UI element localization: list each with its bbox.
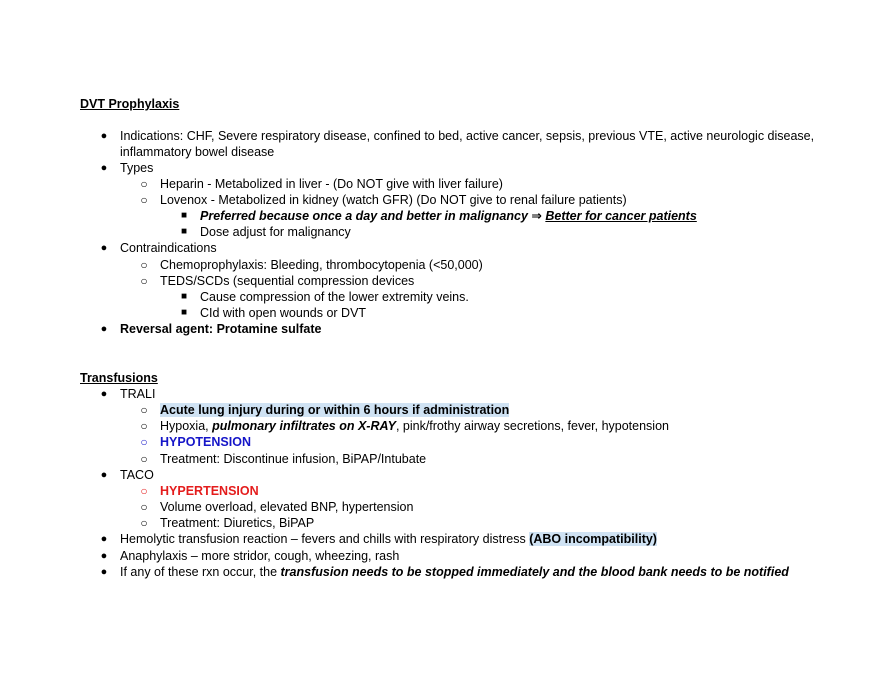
transfusions-heading: Transfusions	[80, 371, 158, 385]
bullet-level1: ●	[100, 469, 108, 481]
dvt-lovenox: Lovenox - Metabolized in kidney (watch GFR) (Do NOT give to renal failure patients)	[160, 193, 627, 207]
taco-treatment: Treatment: Diuretics, BiPAP	[160, 516, 315, 530]
dvt-indications-line2: inflammatory bowel disease	[120, 145, 275, 159]
bullet-level2: ○	[140, 484, 148, 498]
bullet-level1: ●	[100, 130, 108, 142]
dvt-cancer-text: Better for cancer patients	[545, 209, 697, 223]
rxn-line	[120, 564, 789, 580]
trali-injury-line	[160, 402, 509, 418]
bullet-level2: ○	[140, 452, 148, 466]
hemolytic-line	[120, 531, 657, 547]
trali-label: TRALI	[120, 387, 156, 401]
taco-hypertension: HYPERTENSION	[160, 484, 259, 498]
trali-injury: Acute lung injury during or within 6 hours if administration	[160, 403, 510, 417]
bullet-level1: ●	[100, 242, 108, 254]
hemolytic-b: (ABO incompatibility)	[529, 532, 657, 546]
bullet-level1: ●	[100, 323, 108, 335]
dvt-heparin: Heparin - Metabolized in liver - (Do NOT give with liver failure)	[160, 177, 503, 191]
trali-treatment: Treatment: Discontinue infusion, BiPAP/Intubate	[160, 452, 427, 466]
bullet-level2: ○	[140, 193, 148, 207]
trali-hypoxia-c: , pink/frothy airway secretions, fever, hypotension	[395, 419, 669, 433]
bullet-level2: ○	[140, 419, 148, 433]
taco-label: TACO	[120, 468, 154, 482]
anaphylaxis: Anaphylaxis – more stridor, cough, wheezing, rash	[120, 549, 400, 563]
bullet-level1: ●	[100, 388, 108, 400]
bullet-level3: ■	[180, 307, 188, 318]
bullet-level3: ■	[180, 226, 188, 237]
bullet-level2: ○	[140, 258, 148, 272]
bullet-level1: ●	[100, 533, 108, 545]
trali-hypoxia-a: Hypoxia,	[160, 419, 213, 433]
dvt-heading: DVT Prophylaxis	[80, 97, 180, 111]
trali-hypoxia-b: pulmonary infiltrates on X-RAY	[212, 419, 396, 433]
rxn-a: If any of these rxn occur, the	[120, 565, 281, 579]
taco-volume: Volume overload, elevated BNP, hypertension	[160, 500, 414, 514]
dvt-compression: Cause compression of the lower extremity veins.	[200, 290, 469, 304]
dvt-preferred-text: Preferred because once a day and better in malignancy	[200, 209, 528, 223]
rxn-b: transfusion needs to be stopped immediately and the blood bank needs to be notified	[280, 565, 789, 579]
trali-hypotension: HYPOTENSION	[160, 435, 251, 449]
dvt-types: Types	[120, 161, 154, 175]
dvt-chemo: Chemoprophylaxis: Bleeding, thrombocytopenia (<50,000)	[160, 258, 483, 272]
right-arrow-icon: ⇒	[531, 209, 542, 223]
bullet-level3: ■	[180, 291, 188, 302]
bullet-level3: ■	[180, 210, 188, 221]
dvt-indications-line1: Indications: CHF, Severe respiratory disease, confined to bed, active cancer, sepsis, previous VTE, active neurologic disease,	[120, 129, 815, 143]
bullet-level2: ○	[140, 403, 148, 417]
bullet-level1: ●	[100, 566, 108, 578]
bullet-level2: ○	[140, 500, 148, 514]
dvt-teds: TEDS/SCDs (sequential compression devices	[160, 274, 415, 288]
dvt-preferred-line	[200, 208, 697, 224]
bullet-level1: ●	[100, 550, 108, 562]
dvt-dose-adjust: Dose adjust for malignancy	[200, 225, 351, 239]
bullet-level2: ○	[140, 516, 148, 530]
bullet-level1: ●	[100, 162, 108, 174]
bullet-level2: ○	[140, 274, 148, 288]
dvt-cid: CId with open wounds or DVT	[200, 306, 367, 320]
trali-hypoxia-line	[160, 418, 669, 434]
hemolytic-a: Hemolytic transfusion reaction – fevers and chills with respiratory distress	[120, 532, 530, 546]
dvt-reversal: Reversal agent: Protamine sulfate	[120, 322, 322, 336]
bullet-level2: ○	[140, 177, 148, 191]
dvt-contraindications: Contraindications	[120, 241, 217, 255]
bullet-level2: ○	[140, 435, 148, 449]
